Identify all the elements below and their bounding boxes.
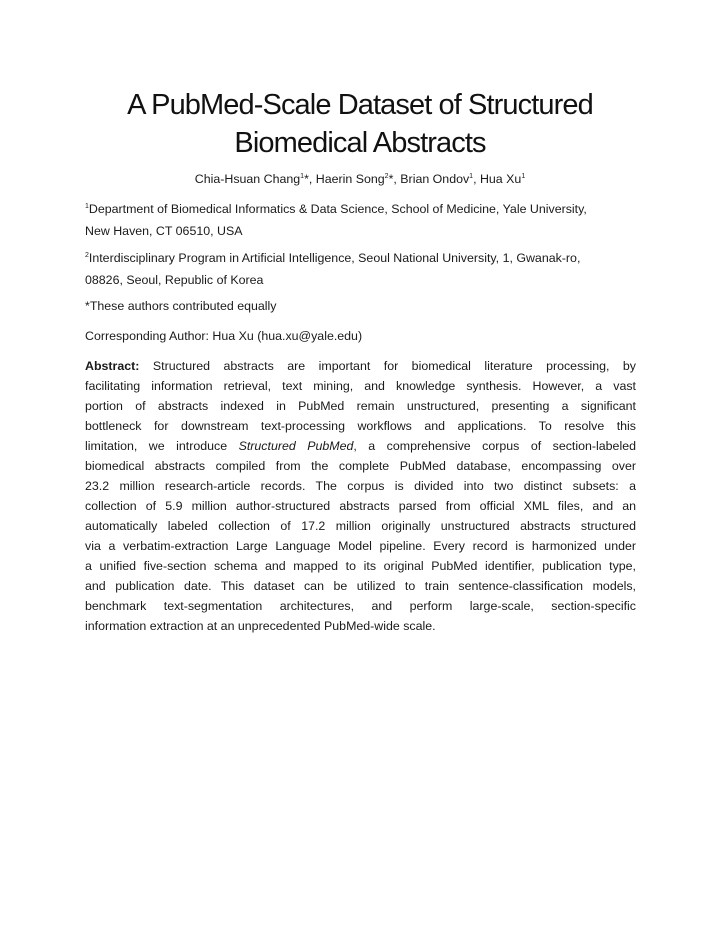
author-list (60, 170, 660, 191)
abstract-line: and publication date. This dataset can be utilized to train sentence-classification models, (85, 579, 636, 593)
corresponding-author: Corresponding Author: Hua Xu (hua.xu@yale.edu) (85, 329, 363, 343)
abstract-line: portion of abstracts indexed in PubMed remain unstructured, presenting a significant (85, 399, 636, 413)
affiliation-line: Interdisciplinary Program in Artificial Intelligence, Seoul National University, 1, Gwanak-ro, (88, 251, 581, 265)
author-separator: , (308, 172, 316, 186)
dataset-name: Structured PubMed (238, 439, 354, 453)
title-line-1: A PubMed-Scale Dataset of Structured (127, 89, 593, 121)
affiliation-line: Department of Biomedical Informatics & Data Science, School of Medicine, Yale University, (88, 202, 587, 216)
author-affiliation-mark: 1 (521, 173, 526, 180)
affiliation-number: 2 (85, 252, 89, 259)
affiliation-number: 1 (85, 203, 89, 210)
abstract-line: via a verbatim-extraction Large Language Model pipeline. Every record is harmonized under (85, 539, 636, 553)
author-name: Brian Ondov (400, 172, 470, 186)
abstract-line: limitation, we introduce Structured PubMed, a comprehensive corpus of section-labeled (85, 439, 636, 453)
equal-contribution-mark: * (388, 172, 394, 186)
affiliation-line: New Haven, CT 06510, USA (85, 223, 243, 238)
author-name: Haerin Song (315, 172, 385, 186)
title-line-2: Biomedical Abstracts (234, 127, 486, 159)
author-separator: , (473, 172, 480, 186)
author-affiliation-mark: 1 (469, 173, 474, 180)
author-name: Hua Xu (479, 172, 522, 186)
abstract-line: biomedical abstracts compiled from the complete PubMed database, encompassing over (85, 459, 636, 473)
abstract (85, 356, 636, 636)
abstract-line: collection of 5.9 million author-structured abstracts parsed from official XML files, and an (85, 499, 636, 513)
paper-title (60, 86, 660, 162)
abstract-line: automatically labeled collection of 17.2 million originally unstructured abstracts structured (85, 519, 636, 533)
abstract-line: benchmark text-segmentation architectures, and perform large-scale, section-specific (85, 599, 636, 613)
abstract-line: a unified five-section schema and mapped to its original PubMed identifier, publication type, (85, 559, 636, 573)
abstract-line: bottleneck for downstream text-processing workflows and applications. To resolve this (85, 419, 636, 433)
affiliation-line: 08826, Seoul, Republic of Korea (85, 272, 264, 287)
abstract-line: facilitating information retrieval, text mining, and knowledge synthesis. However, a vast (85, 379, 636, 393)
author-affiliation-mark: 2 (384, 173, 389, 180)
abstract-line: information extraction at an unprecedented PubMed-wide scale. (85, 619, 436, 633)
author-separator: , (393, 172, 401, 186)
affiliation-2 (85, 249, 636, 290)
affiliation-1 (85, 200, 636, 241)
abstract-line: Abstract: Structured abstracts are important for biomedical literature processing, by (85, 359, 636, 373)
equal-contribution-mark: * (304, 172, 309, 186)
author-name: Chia-Hsuan Chang (194, 172, 301, 186)
author-affiliation-mark: 1 (300, 173, 305, 180)
equal-contribution-note: *These authors contributed equally (85, 299, 277, 313)
abstract-line: 23.2 million research-article records. The corpus is divided into two distinct subsets: a (85, 479, 636, 493)
abstract-label: Abstract: (85, 359, 140, 373)
